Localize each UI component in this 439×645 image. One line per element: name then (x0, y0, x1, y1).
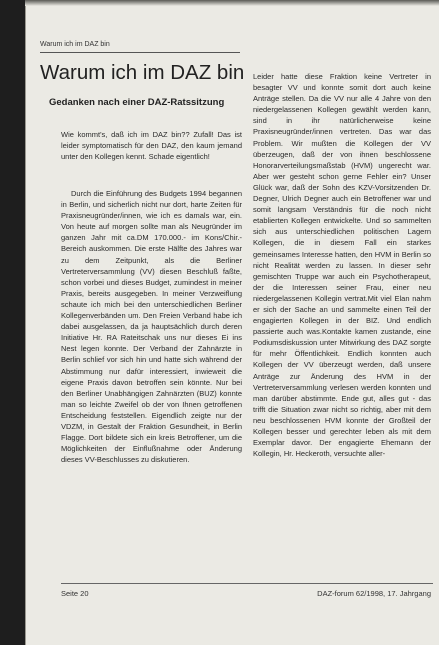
running-head: Warum ich im DAZ bin (40, 41, 110, 48)
header-rule (40, 52, 240, 53)
right-column-text: Leider hatte diese Fraktion keine Vertreter in besagter VV und konnte somit dort auch keine Anträge stellen. Da die VV nur alle 4 Jahre von den niedergelassenen Kollegen gewählt werden kann, sind in ihr natürlicherweise keine Praxisneugründer/innen vertreten. Das war das Problem. Wir mußten die Kollegen der VV überzeugen, daß der von ihnen beschlossene Honorarverteilungsmaßstab (HVM) ungerecht war. Aber wer gesteht schon gerne Fehler ein? Unser Glück war, daß der Sohn des KZV-Vorsitzenden Dr. Degner, Ulrich Degner auch ein Betroffener war und somit langsam Verständnis für die noch nicht etablierten Kollegen entwickelte. Und so sammelten sich aus unterschiedlichen politischen Lagern Kollegen, die in diesem Fall ein starkes gemeinsames Interesse hatten, den HVM in Berlin so nicht Realität werden zu lassen. In dieser sehr gemischten Truppe war auch ein Psychotherapeut, der die Interessen seiner Frau, einer neu niedergelassenen Kollegin vertrat.Mit viel Elan nahm er sich der Sache an und sammelte einen Teil der engagierten Kollegen in der BIZ. Und endlich passierte auch was.Kontakte kamen zustande, eine Podiumsdiskussion unter Mitwirkung des DAZ sorgte für mehr Öffentlichkeit. Endlich konnten auch Kollegen der VV überzeugt werden, daß unsere Anträge zur Änderung des HVM in der Vertreterversammlung verlesen werden konnten und man darüber abstimmte. Ende gut, alles gut - das trifft die Situation zwar nicht so richtig, aber mit dem neu beschlossenen HVM konnte der Großteil der Kollegen besser und gerechter leben als mit dem Exemplar davor. Der engagierte Ehemann der Kollegin, Hr. Heckeroth, versuchte aller- (253, 72, 431, 459)
page-number: Seite 20 (61, 589, 89, 598)
left-column-text: Durch die Einführung des Budgets 1994 begannen in Berlin, und sicherlich nicht nur dort, harte Zeiten für Praxisneugründer/innen, wie ich es damals war, ein. Von heute auf morgen sollte man als Neugründer im ganzen Jahr mit ca.DM 170.000.- im Kons/Chir.-Bereich auskommen. Die erste Hälfte des Jahres war zu dem Zeitpunkt, als die Berliner Vertreterversammlung (VV) diesen Beschluß faßte, schon vorbei und dieses Budget, zumindest in meiner Praxis, bereits ausgegeben. In meiner Verzweiflung schaute ich mich bei den unterschiedlichen Berliner Kollegenverbänden um. Den Freien Verband habe ich dabei ausgelassen, da ja hauptsächlich durch deren Initiative Hr. RA Rateitschak uns nur dieses Ei ins Nest legen konnte. Der Verband der Zahnärzte in Berlin schlief vor sich hin und hatte sich während der Abstimmung nur dafür interessiert, inwieweit die eigene Praxis davon betroffen sein könnte. Nur bei den Berliner Unabhängigen Zahnärzten (BUZ) konnte man so leichte Zweifel ob der von Ihnen getroffenen Entscheidung feststellen. Eigendlich zeigte nur der VDZM, in Gestalt der Fraktion Gesundheit, in Berlin Flagge. Dort bildete sich ein kreis Betroffener, um die Möglichkeiten der Einflußnahme oder Änderung dieses VV-Beschlusses zu diskutieren. (61, 189, 242, 465)
scan-shadow (25, 0, 439, 6)
intro-paragraph (61, 129, 242, 162)
right-column (253, 71, 431, 459)
article-subtitle: Gedanken nach einer DAZ-Ratssitzung (49, 97, 225, 108)
left-column (61, 188, 242, 465)
journal-info: DAZ-forum 62/1998, 17. Jahrgang (317, 589, 431, 598)
intro-text: Wie kommt's, daß ich im DAZ bin?? Zufall! Das ist leider symptomatisch für den DAZ, den kaum jemand unter den Kollegen kennt. Schade eigentlich! (61, 130, 242, 162)
footer-rule (61, 583, 433, 584)
article-title: Warum ich im DAZ bin (40, 61, 245, 84)
